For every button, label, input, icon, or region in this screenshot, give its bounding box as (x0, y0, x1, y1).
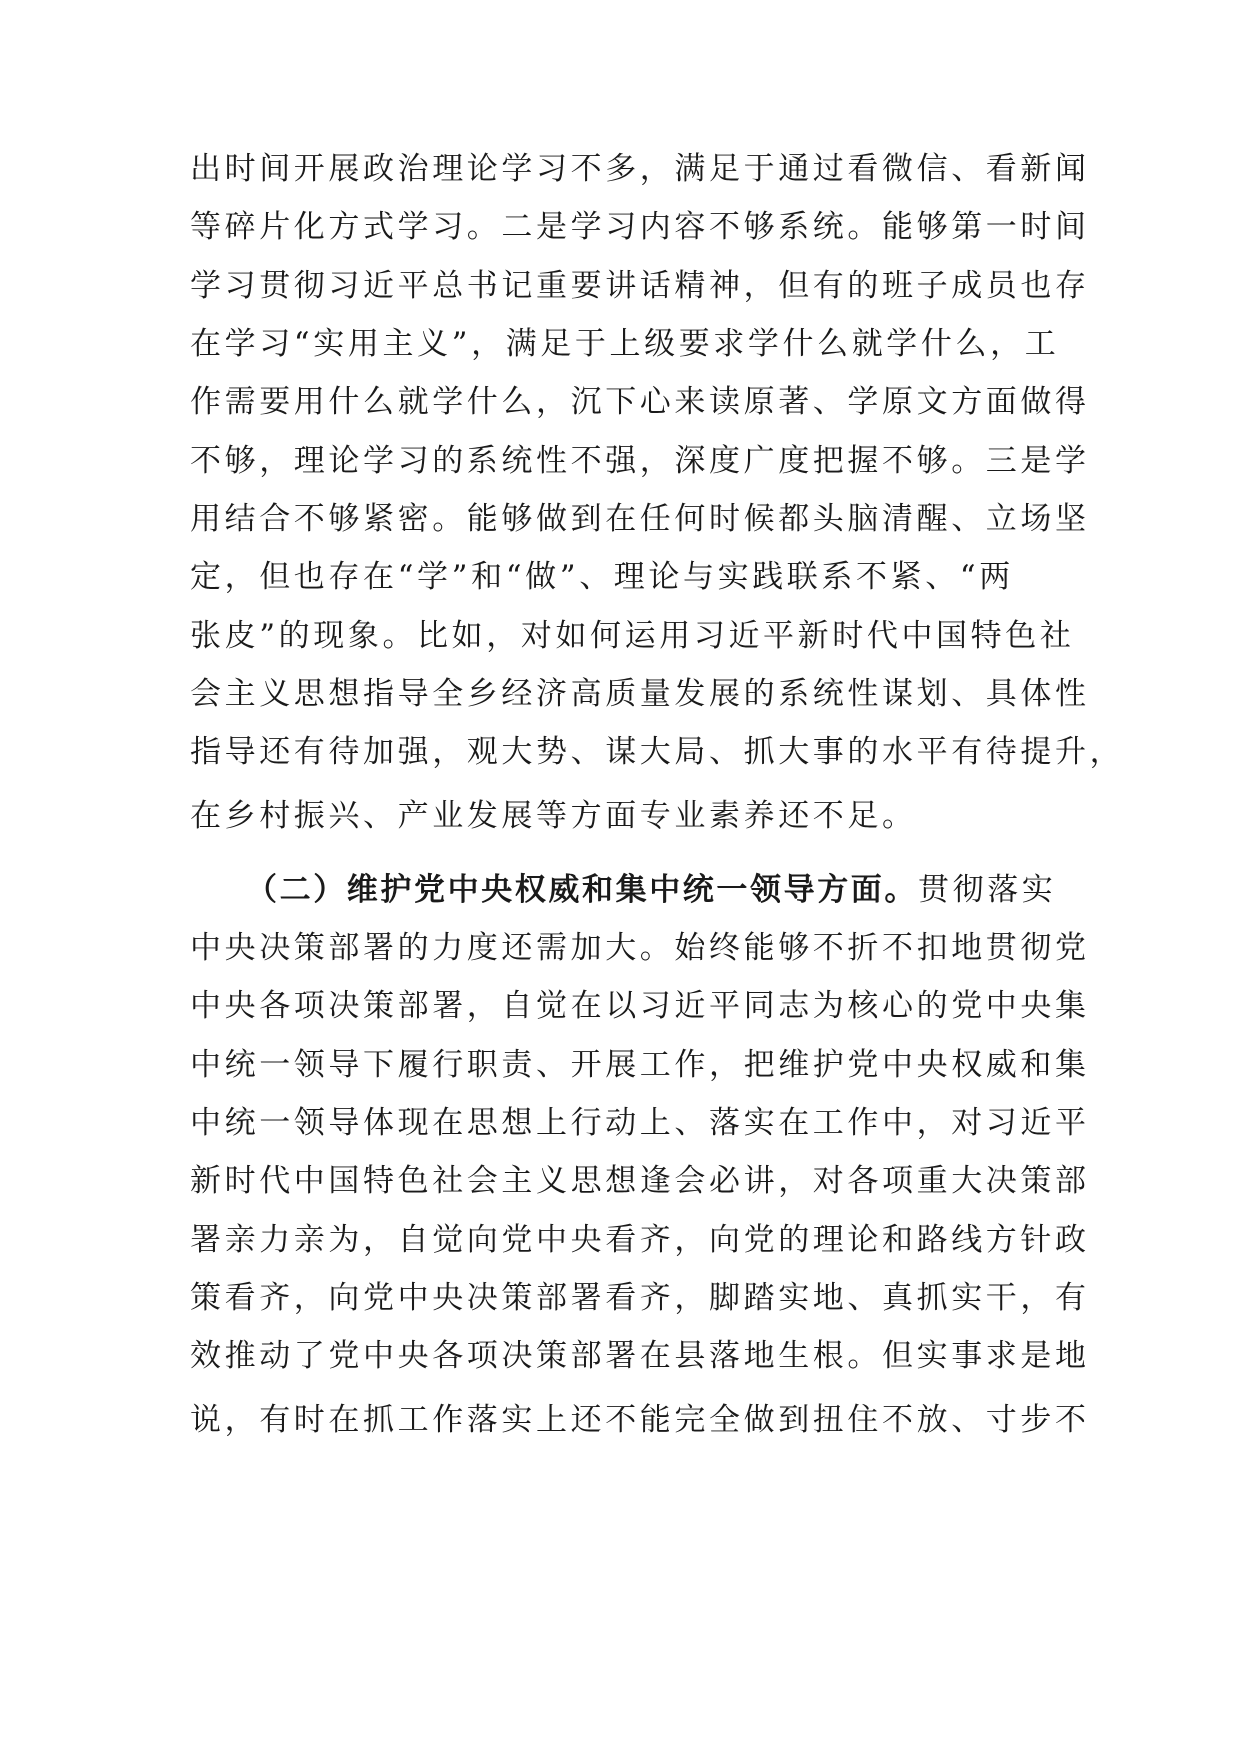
paragraph-2-line-2: 中央决策部署的力度还需加大。始终能够不折不扣地贯彻党 (190, 930, 1090, 966)
paragraph-1-line-12: 在乡村振兴、产业发展等方面专业素养还不足。 (190, 798, 917, 834)
paragraph-2-line-10: 说，有时在抓工作落实上还不能完全做到扭住不放、寸步不 (190, 1402, 1090, 1438)
paragraph-1-line-4: 在学习“实用主义”，满足于上级要求学什么就学什么，工 (190, 326, 1060, 362)
paragraph-1-line-11: 指导还有待加强，观大势、谋大局、抓大事的水平有待提升， (190, 734, 1125, 770)
paragraph-2-line-8: 策看齐，向党中央决策部署看齐，脚踏实地、真抓实干，有 (190, 1280, 1090, 1316)
paragraph-1-line-9: 张皮”的现象。比如，对如何运用习近平新时代中国特色社 (190, 618, 1075, 654)
paragraph-2-line-4: 中统一领导下履行职责、开展工作，把维护党中央权威和集 (190, 1047, 1090, 1083)
paragraph-2-line-3: 中央各项决策部署，自觉在以习近平同志为核心的党中央集 (190, 988, 1090, 1024)
paragraph-2-line-5: 中统一领导体现在思想上行动上、落实在工作中，对习近平 (190, 1105, 1090, 1141)
paragraph-1-line-10: 会主义思想指导全乡经济高质量发展的系统性谋划、具体性 (190, 676, 1090, 712)
paragraph-1-line-7: 用结合不够紧密。能够做到在任何时候都头脑清醒、立场坚 (190, 501, 1090, 537)
paragraph-1-line-2: 等碎片化方式学习。二是学习内容不够系统。能够第一时间 (190, 209, 1090, 245)
paragraph-2-first-line (246, 870, 1056, 910)
paragraph-1-line-1: 出时间开展政治理论学习不多，满足于通过看微信、看新闻 (190, 151, 1090, 187)
paragraph-1-line-3: 学习贯彻习近平总书记重要讲话精神，但有的班子成员也存 (190, 268, 1090, 304)
paragraph-1-line-6: 不够，理论学习的系统性不强，深度广度把握不够。三是学 (190, 443, 1090, 479)
paragraph-1-line-8: 定，但也存在“学”和“做”、理论与实践联系不紧、“两 (190, 559, 1014, 595)
paragraph-2-line-6: 新时代中国特色社会主义思想逢会必讲，对各项重大决策部 (190, 1163, 1090, 1199)
paragraph-1-line-5: 作需要用什么就学什么，沉下心来读原著、学原文方面做得 (190, 384, 1090, 420)
section-heading: （二）维护党中央权威和集中统一领导方面。 (246, 872, 918, 908)
paragraph-2-line-7: 署亲力亲为，自觉向党中央看齐，向党的理论和路线方针政 (190, 1222, 1090, 1258)
paragraph-2-first-line-text: 贯彻落实 (918, 872, 1057, 908)
paragraph-2-line-9: 效推动了党中央各项决策部署在县落地生根。但实事求是地 (190, 1338, 1090, 1374)
